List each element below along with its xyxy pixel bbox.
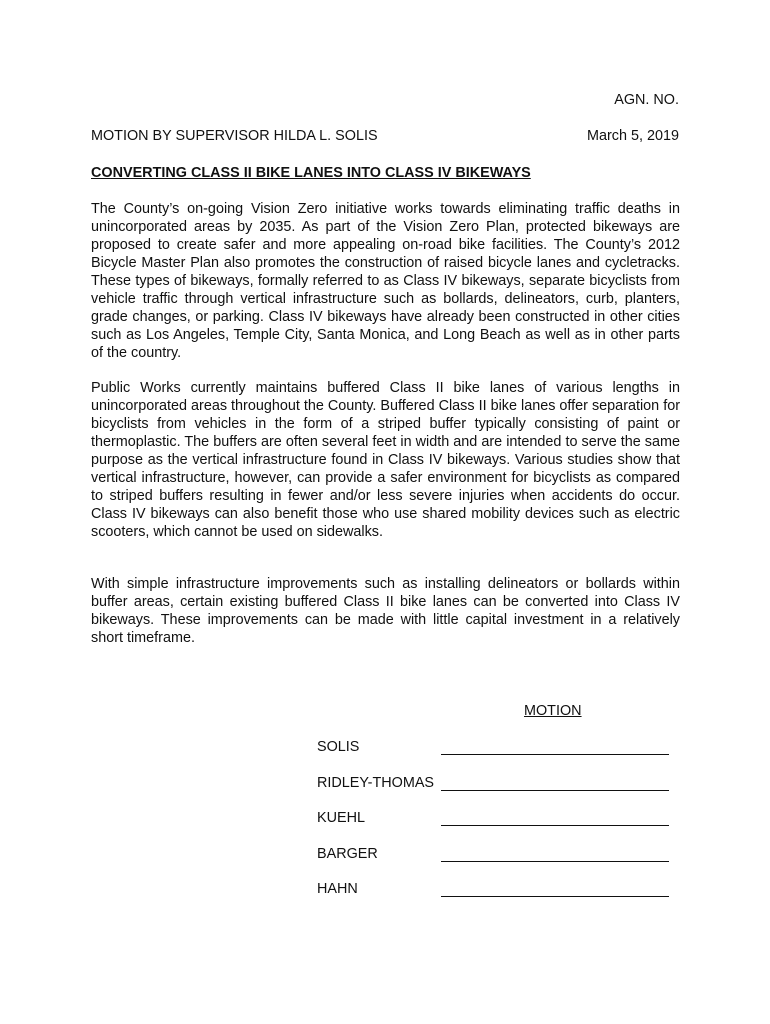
paragraph-text: Public Works currently maintains buffered Class II bike lanes of various lengths in unincorporated areas throughout the County. Buffered Class II bike lanes offer separation for bicyclists from vehicles in the form of a striped buffer typically consisting of paint or thermoplastic. The buffers are often several feet in width and are intended to serve the same purpose as the vertical infrastructure found in Class IV bikeways. Various studies show that vertical infrastructure, however, can provide a safer environment for bicyclists as compared to striped buffers resulting in fewer and/or less severe injuries when accidents do occur. Class IV bikeways can also benefit those who use shared mobility devices such as electric scooters, which cannot be used on sidewalks. (91, 380, 680, 540)
supervisor-name: RIDLEY-THOMAS (317, 775, 435, 791)
vote-row-barger (317, 846, 669, 866)
motion-date: March 5, 2019 (587, 128, 679, 144)
signature-line (441, 754, 669, 755)
supervisor-name: BARGER (317, 846, 378, 862)
paragraph-3 (91, 575, 680, 647)
vote-row-solis (317, 739, 669, 759)
supervisor-name: KUEHL (317, 810, 365, 826)
signature-line (441, 861, 669, 862)
paragraph-2 (91, 379, 680, 541)
vote-row-ridley-thomas (317, 775, 669, 795)
signature-line (441, 825, 669, 826)
vote-row-hahn (317, 881, 669, 901)
supervisor-name: SOLIS (317, 739, 360, 755)
supervisor-name: HAHN (317, 881, 358, 897)
signature-line (441, 896, 669, 897)
document-title: CONVERTING CLASS II BIKE LANES INTO CLASS IV BIKEWAYS (91, 165, 531, 181)
motion-by-text: MOTION BY SUPERVISOR HILDA L. SOLIS (91, 128, 378, 144)
agenda-number-label: AGN. NO. (614, 92, 679, 108)
motion-by-line (91, 128, 679, 144)
vote-row-kuehl (317, 810, 669, 830)
paragraph-text: With simple infrastructure improvements such as installing delineators or bollards within buffer areas, certain existing buffered Class II bike lanes can be converted into Class IV bikeways. These improvements can be made with little capital investment in a relatively short timeframe. (91, 576, 680, 646)
signature-line (441, 790, 669, 791)
paragraph-text: The County’s on-going Vision Zero initiative works towards eliminating traffic deaths in unincorporated areas by 2035. As part of the Vision Zero Plan, protected bikeways are proposed to create safer and more appealing on-road bike facilities. The County’s 2012 Bicycle Master Plan also promotes the construction of raised bicycle lanes and cycletracks. These types of bikeways, formally referred to as Class IV bikeways, separate bicyclists from vehicle traffic through vertical infrastructure such as bollards, delineators, curb, planters, grade changes, or parking. Class IV bikeways have already been constructed in other cities such as Los Angeles, Temple City, Santa Monica, and Long Beach as well as in other parts of the country. (91, 201, 680, 361)
paragraph-1 (91, 200, 680, 362)
motion-heading: MOTION (524, 703, 582, 719)
